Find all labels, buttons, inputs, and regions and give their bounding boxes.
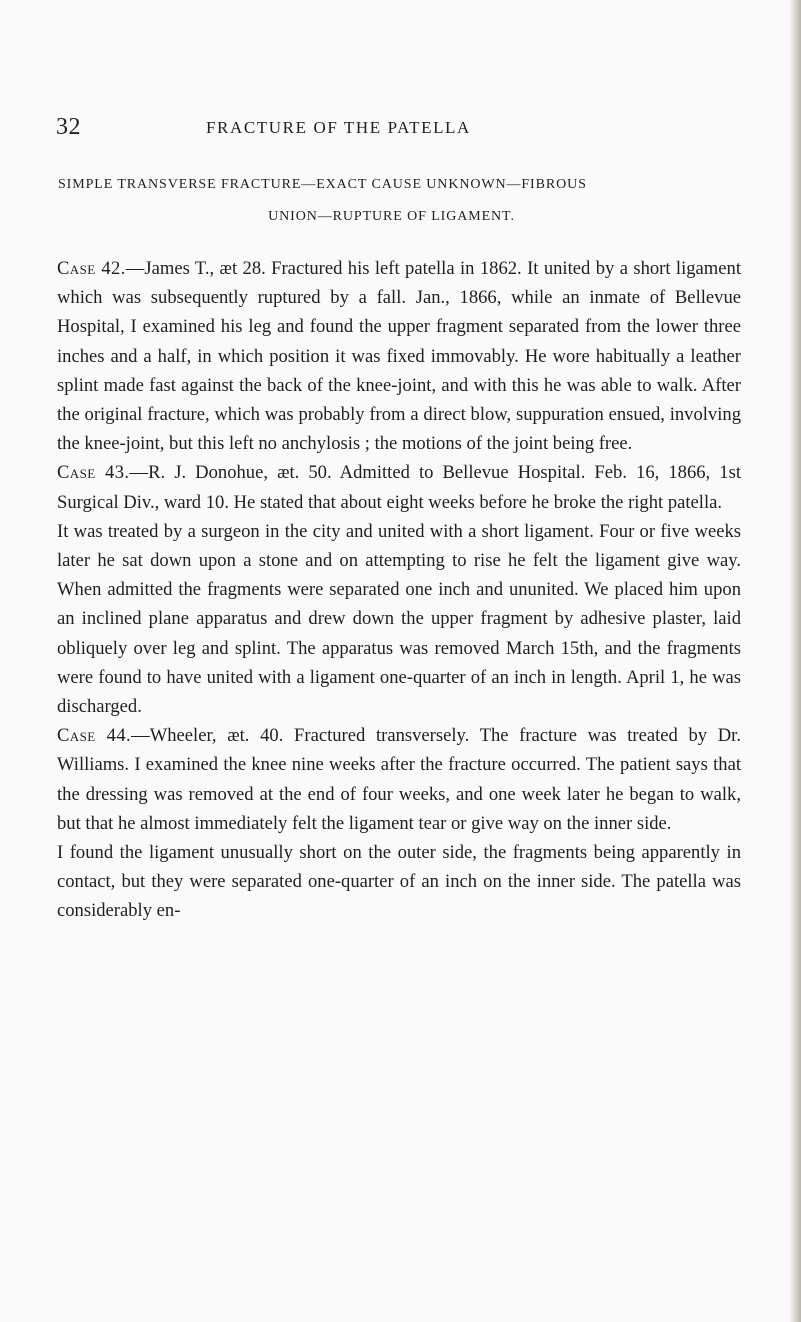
page-header bbox=[56, 112, 696, 146]
section-heading-line-1: SIMPLE TRANSVERSE FRACTURE—EXACT CAUSE UNKNOWN—FIBROUS bbox=[58, 177, 587, 192]
running-head: FRACTURE OF THE PATELLA bbox=[206, 118, 471, 137]
paragraph-text: —James T., æt 28. Fractured his left patella in 1862. It united by a short ligament which was subsequently ruptured by a fall. Jan., 1866, while an inmate of Bellevue Hospital, I examined his leg and found the upper fragment separated from the lower three inches and a half, in which position it was fixed immovably. He wore habitually a leather splint made fast against the back of the knee-joint, and with this he was able to walk. After the original fracture, which was probably from a direct blow, suppuration ensued, involving the knee-joint, but this left no anchylosis ; the motions of the joint being free. bbox=[57, 258, 741, 455]
case-label: Case 44. bbox=[57, 725, 132, 747]
section-heading-line-2: UNION—RUPTURE OF LIGAMENT. bbox=[268, 209, 515, 224]
paragraph-case-42 bbox=[57, 254, 741, 458]
paragraph-text: —Wheeler, æt. 40. Fractured transversely. The fracture was treated by Dr. Williams. I examined the knee nine weeks after the fracture occurred. The patient says that the dressing was removed at the end of four weeks, and one week later he began to walk, but that he almost immediately felt the ligament tear or give way on the inner side. bbox=[57, 725, 741, 834]
page-edge-shadow bbox=[789, 0, 801, 1322]
body-text bbox=[57, 254, 741, 926]
paragraph-text: —R. J. Donohue, æt. 50. Admitted to Bellevue Hospital. Feb. 16, 1866, 1st Surgical Div., ward 10. He stated that about eight weeks before he broke the right patella. bbox=[57, 462, 741, 513]
section-heading bbox=[58, 172, 743, 230]
page-number: 32 bbox=[56, 114, 81, 140]
paragraph-case-43 bbox=[57, 458, 741, 516]
paragraph-text: I found the ligament unusually short on the outer side, the fragments being apparently in contact, but they were separated one-quarter of an inch on the inner side. The patella was considerably en- bbox=[57, 842, 741, 922]
paragraph-case-44-continued bbox=[57, 838, 741, 926]
paragraph-text: It was treated by a surgeon in the city and united with a short ligament. Four or five weeks later he sat down upon a stone and on attempting to rise he felt the ligament give way. When admitted the fragments were separated one inch and ununited. We placed him upon an inclined plane apparatus and drew down the upper fragment by adhesive plaster, laid obliquely over leg and splint. The apparatus was removed March 15th, and the fragments were found to have united with a ligament one-quarter of an inch in length. April 1, he was discharged. bbox=[57, 520, 741, 718]
case-label: Case 43. bbox=[57, 462, 130, 484]
paragraph-case-43-continued bbox=[57, 517, 741, 721]
paragraph-case-44 bbox=[57, 721, 741, 838]
case-label: Case 42. bbox=[57, 258, 126, 279]
